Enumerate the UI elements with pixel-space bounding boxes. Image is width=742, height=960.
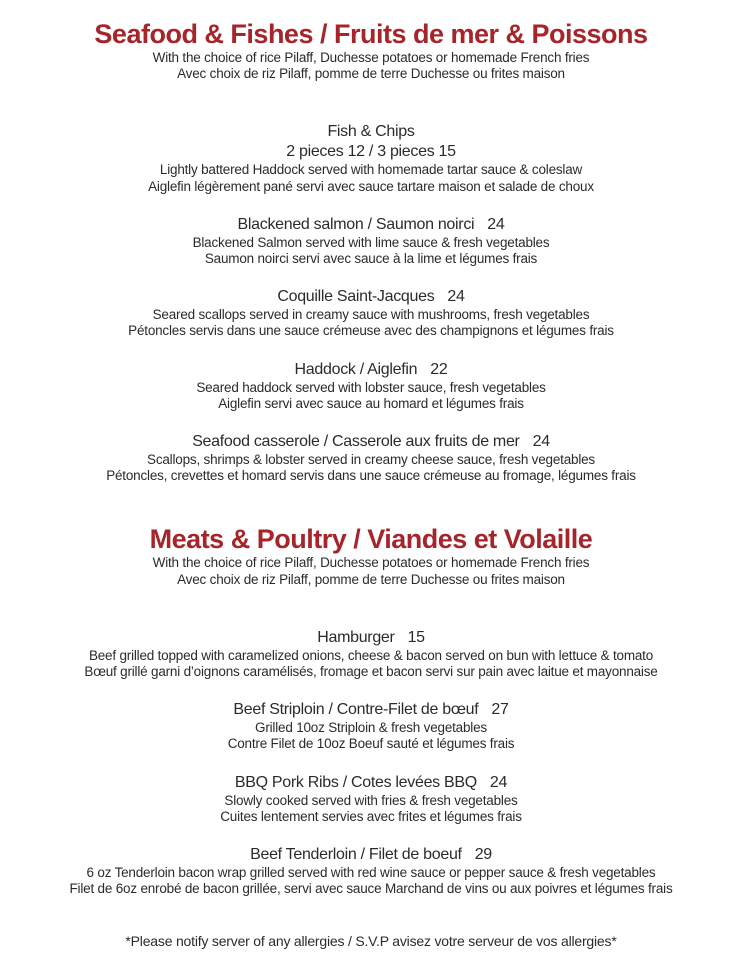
- item-price: 24: [487, 215, 505, 233]
- section-subtitle-fr: Avec choix de riz Pilaff, pomme de terre Duchesse ou frites maison: [177, 66, 565, 82]
- item-desc-en: Slowly cooked served with fries & fresh vegetables: [224, 792, 518, 808]
- item-desc-en: Lightly battered Haddock served with homemade tartar sauce & coleslaw: [159, 162, 583, 178]
- item-desc-fr: Aiglefin légèrement pané servi avec sauce tartare maison et salade de choux: [148, 178, 594, 194]
- item-price: 29: [474, 846, 492, 864]
- item-name-text: Beef Striploin / Contre-Filet de bœuf: [233, 701, 479, 719]
- menu-item-coquille-saint-jacques: [0, 287, 742, 339]
- item-desc-en: Seared haddock served with lobster sauce, fresh vegetables: [196, 379, 546, 395]
- menu-item-fish-and-chips: [0, 122, 742, 194]
- item-name: [0, 122, 742, 142]
- item-price: 15: [407, 628, 425, 646]
- item-name: [0, 432, 742, 452]
- item-price-line: 2 pieces 12 / 3 pieces 15: [286, 143, 456, 161]
- section-subtitle-en: With the choice of rice Pilaff, Duchesse potatoes or homemade French fries: [152, 50, 590, 65]
- item-price: 22: [430, 360, 448, 378]
- item-desc-fr: Bœuf grillé garni d’oignons caramélisés, fromage et bacon servi sur pain avec laitue et mayonnaise: [84, 664, 658, 680]
- item-name: [0, 360, 742, 380]
- section-subtitle-fr: Avec choix de riz Pilaff, pomme de terre Duchesse ou frites maison: [177, 571, 565, 587]
- item-price: 24: [489, 773, 508, 791]
- menu-item-blackened-salmon: [0, 215, 742, 267]
- item-desc-fr: Cuites lentement servies avec frites et légumes frais: [220, 808, 522, 824]
- section-title: Meats & Poultry / Viandes et Volaille: [149, 524, 593, 555]
- item-name: [0, 700, 742, 720]
- menu-item-hamburger: [0, 628, 742, 680]
- item-name-text: Blackened salmon / Saumon noirci: [237, 215, 475, 233]
- item-desc-fr: Contre Filet de 10oz Boeuf sauté et légumes frais: [227, 736, 515, 752]
- item-desc-fr: Pétoncles, crevettes et homard servis dans une sauce crémeuse au fromage, légumes frais: [106, 468, 636, 484]
- item-price: 27: [491, 701, 509, 719]
- section-title: Seafood & Fishes / Fruits de mer & Poissons: [94, 19, 648, 49]
- section-subtitle-en: With the choice of rice Pilaff, Duchesse potatoes or homemade French fries: [152, 555, 590, 571]
- item-price: 24: [447, 288, 465, 306]
- item-desc-en: Blackened Salmon served with lime sauce & fresh vegetables: [192, 234, 550, 250]
- item-name-text: Haddock / Aiglefin: [294, 360, 418, 378]
- item-desc-en: Scallops, shrimps & lobster served in creamy cheese sauce, fresh vegetables: [147, 452, 595, 468]
- item-name-text: Seafood casserole / Casserole aux fruits de mer: [192, 433, 520, 451]
- menu-item-beef-striploin: [0, 700, 742, 752]
- item-name: [0, 773, 742, 793]
- item-name: [0, 287, 742, 307]
- item-desc-fr: Filet de 6oz enrobé de bacon grillée, servi avec sauce Marchand de vins ou aux poivres et légumes frais: [69, 881, 673, 897]
- allergy-notice: *Please notify server of any allergies / S.V.P avisez votre serveur de vos allergies*: [125, 933, 617, 950]
- section-seafood: [0, 18, 742, 484]
- menu-item-seafood-casserole: [0, 432, 742, 484]
- item-price: 24: [532, 433, 550, 451]
- item-name: [0, 845, 742, 865]
- item-desc-fr: Pétoncles servis dans une sauce crémeuse avec des champignons et légumes frais: [128, 323, 614, 339]
- item-desc-en: 6 oz Tenderloin bacon wrap grilled served with red wine sauce or pepper sauce & fresh vegetables: [86, 865, 656, 881]
- item-desc-fr: Aiglefin servi avec sauce au homard et légumes frais: [218, 395, 524, 411]
- item-name: [0, 215, 742, 235]
- item-name-text: BBQ Pork Ribs / Cotes levées BBQ: [234, 773, 477, 791]
- menu-item-haddock: [0, 360, 742, 412]
- item-desc-en: Seared scallops served in creamy sauce with mushrooms, fresh vegetables: [152, 307, 590, 323]
- item-name: [0, 628, 742, 648]
- item-desc-en: Beef grilled topped with caramelized onions, cheese & bacon served on bun with lettuce & tomato: [88, 647, 654, 663]
- item-name-text: Hamburger: [317, 628, 395, 646]
- item-desc-fr: Saumon noirci servi avec sauce à la lime et légumes frais: [204, 251, 538, 267]
- menu-item-bbq-pork-ribs: [0, 773, 742, 825]
- menu-item-beef-tenderloin: [0, 845, 742, 897]
- item-name-text: Fish & Chips: [327, 123, 415, 141]
- section-meats: [0, 523, 742, 897]
- item-desc-en: Grilled 10oz Striploin & fresh vegetables: [255, 720, 487, 736]
- item-name-text: Beef Tenderloin / Filet de boeuf: [250, 846, 462, 864]
- item-name-text: Coquille Saint-Jacques: [277, 288, 435, 306]
